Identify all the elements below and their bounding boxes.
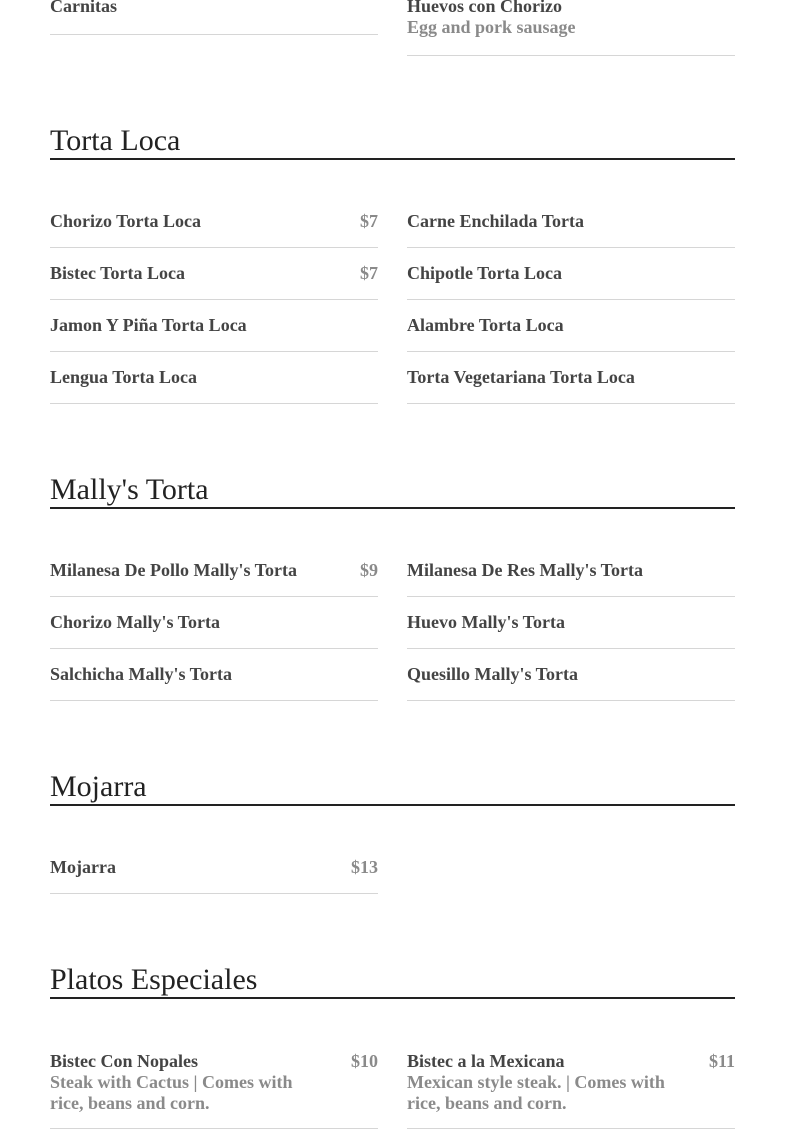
- menu-item[interactable]: [50, 352, 378, 404]
- menu-item[interactable]: [50, 597, 378, 649]
- menu-item[interactable]: [407, 545, 735, 597]
- menu-item-price: $7: [360, 211, 378, 231]
- menu-item-price: $11: [708, 1051, 735, 1071]
- menu-item[interactable]: [407, 248, 735, 300]
- menu-item[interactable]: [50, 248, 378, 300]
- section-mallys-torta: [50, 473, 735, 509]
- menu-item[interactable]: [50, 842, 378, 894]
- top-items: [50, 0, 735, 56]
- menu-item-price: $7: [360, 263, 378, 283]
- menu-item[interactable]: [407, 0, 735, 56]
- menu-item-name: Bistec Torta Loca: [50, 263, 185, 283]
- section-title: Mally's Torta: [50, 473, 735, 509]
- menu-item[interactable]: [50, 196, 378, 248]
- menu-item-name: Chipotle Torta Loca: [407, 263, 563, 283]
- menu-item[interactable]: [50, 545, 378, 597]
- menu-item-name: Chorizo Torta Loca: [50, 211, 201, 231]
- section-torta-loca: [50, 124, 735, 160]
- menu-item[interactable]: [50, 300, 378, 352]
- menu-item-name: Mojarra: [50, 857, 116, 877]
- menu-item-name: Carne Enchilada Torta: [407, 211, 585, 231]
- menu-item-description: Mexican style steak. | Comes with rice, beans and corn.: [407, 1072, 665, 1113]
- menu-item[interactable]: [407, 1051, 735, 1129]
- menu-item-name: Milanesa De Pollo Mally's Torta: [50, 560, 297, 580]
- menu-item[interactable]: [50, 649, 378, 701]
- menu-item-name: Jamon Y Piña Torta Loca: [50, 315, 247, 335]
- menu-item[interactable]: [407, 300, 735, 352]
- menu-item-name: Bistec Con Nopales: [50, 1051, 198, 1071]
- menu-item-description: Egg and pork sausage: [407, 17, 576, 37]
- menu-item-name: Salchicha Mally's Torta: [50, 664, 233, 684]
- menu-item[interactable]: [407, 352, 735, 404]
- menu-item-price: $13: [351, 857, 378, 877]
- menu-item-name: Quesillo Mally's Torta: [407, 664, 579, 684]
- menu-item-name: Milanesa De Res Mally's Torta: [407, 560, 643, 580]
- section-mojarra: [50, 770, 735, 806]
- menu-item-name: Lengua Torta Loca: [50, 367, 198, 387]
- menu-item-name: Chorizo Mally's Torta: [50, 612, 220, 632]
- menu-item-name: Carnitas: [50, 0, 117, 16]
- mojarra-items: [50, 842, 735, 894]
- menu-item[interactable]: [407, 597, 735, 649]
- section-title: Platos Especiales: [50, 963, 735, 999]
- menu-item[interactable]: [407, 649, 735, 701]
- menu-item-price: $10: [351, 1051, 378, 1071]
- section-title: Torta Loca: [50, 124, 735, 160]
- platos-especiales-items: [50, 1051, 735, 1129]
- menu-item[interactable]: [50, 1051, 378, 1129]
- torta-loca-items: [50, 196, 735, 404]
- section-title: Mojarra: [50, 770, 735, 806]
- menu-item[interactable]: [50, 0, 378, 35]
- menu-item-description: Steak with Cactus | Comes with rice, beans and corn.: [50, 1072, 293, 1113]
- menu-item[interactable]: [407, 196, 735, 248]
- menu-item-name: Huevo Mally's Torta: [407, 612, 566, 632]
- menu-item-name: Huevos con Chorizo: [407, 0, 562, 16]
- menu-item-price: $9: [360, 560, 378, 580]
- menu-item-name: Torta Vegetariana Torta Loca: [407, 367, 635, 387]
- menu-item-name: Alambre Torta Loca: [407, 315, 564, 335]
- mallys-torta-items: [50, 545, 735, 701]
- menu-item-name: Bistec a la Mexicana: [407, 1051, 565, 1071]
- section-platos-especiales: [50, 963, 735, 999]
